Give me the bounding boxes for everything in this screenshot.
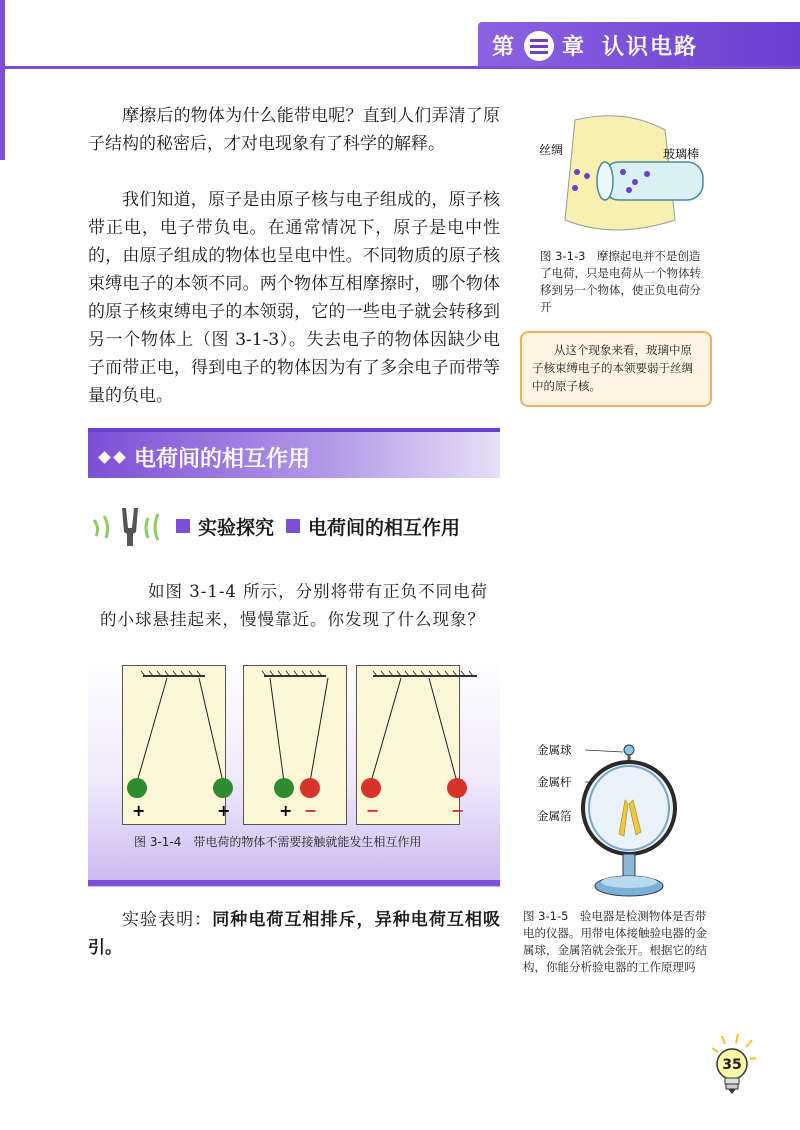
panel-1-right-sign: + (217, 801, 231, 820)
body-paragraph-1: 摩擦后的物体为什么能带电呢？直到人们弄清了原子结构的秘密后，才对电现象有了科学的解释。 (88, 106, 500, 154)
panel-3-left-sign: − (366, 801, 380, 820)
pendulum-panel-1 (122, 665, 231, 825)
left-edge-tab (0, 0, 5, 160)
diamond-bullet-icon (98, 451, 111, 464)
lightbulb-page-number-icon (708, 1034, 758, 1098)
label-metal-ball: 金属球 (537, 743, 572, 757)
panel-3-right-sign: − (451, 801, 465, 820)
label-silk: 丝绸 (539, 143, 564, 157)
experiment-label: 实验探究 (198, 516, 275, 539)
square-bullet-icon (176, 519, 190, 533)
figure-3-1-5-caption: 图 3-1-5 验电器是检测物体是否带电的仪器。用带电体接触验电器的金属球，金属箔就会张开。根据它的结构，你能分析验电器的工作原理吗 (523, 909, 707, 974)
panel-2-right-sign: − (304, 801, 318, 820)
header-rule (0, 66, 800, 69)
section-banner-topline (88, 428, 500, 432)
chapter-title: 认识电路 (602, 35, 699, 60)
page-number: 35 (722, 1057, 742, 1073)
chapter-suffix: 章 (562, 35, 587, 60)
conclusion-prefix: 实验表明： (122, 910, 213, 930)
body-paragraph-2: 我们知道，原子是由原子核与电子组成的，原子核带正电，电子带负电。在通常情况下，原子是电中性的，由原子组成的物体也呈电中性。不同物质的原子核束缚电子的本领不同。两个物体互相摩擦时，哪个物体的原子核束缚电子的本领弱，它的一些电子就会转移到另一个物体上（图 3-1-3）。失去电子的物体因缺少电子而带正电，得到电子的物体因为有了多余电子而带等量的负电。 (88, 190, 500, 406)
side-note-box: 从这个现象来看，玻璃中原子核束缚电子的本领要弱于丝绸中的原子核。 (520, 331, 712, 407)
label-metal-rod: 金属杆 (537, 775, 572, 789)
figure-3-1-3-caption: 图 3-1-3 摩擦起电并不是创造了电荷，只是电荷从一个物体转移到另一个物体，使正负电荷分开 (540, 249, 701, 314)
figure-3-1-3-illustration (535, 110, 715, 242)
chapter-number-badge (524, 31, 554, 61)
label-glass-rod: 玻璃棒 (663, 147, 700, 161)
label-metal-foil: 金属箔 (537, 809, 572, 823)
section-title (100, 442, 310, 473)
tuning-fork-icon (90, 506, 170, 546)
figure-3-1-5-electroscope (525, 738, 715, 903)
chapter-prefix: 第 (492, 35, 517, 60)
pendulum-panel-3 (356, 665, 465, 825)
experiment-question: 如图 3-1-4 所示，分别将带有正负不同电荷的小球悬挂起来，慢慢靠近。你发现了什么现象？ (100, 582, 489, 629)
panel-1-left-sign: + (132, 801, 146, 820)
chapter-heading (492, 30, 698, 61)
figure-3-1-4-bottom-rule (88, 880, 500, 886)
experiment-title: 电荷间的相互作用 (308, 516, 461, 539)
diamond-bullet-icon (113, 451, 126, 464)
section-title-text: 电荷间的相互作用 (134, 447, 311, 472)
panel-2-left-sign: + (279, 801, 293, 820)
experiment-heading (90, 508, 460, 544)
pendulum-panel-2 (243, 665, 347, 825)
conclusion-paragraph (88, 906, 500, 962)
conclusion-text: 同种电荷互相排斥，异种电荷互相吸引。 (88, 910, 500, 958)
figure-3-1-4-caption: 图 3-1-4 带电荷的物体不需要接触就能发生相互作用 (134, 835, 422, 849)
square-bullet-icon (286, 519, 300, 533)
